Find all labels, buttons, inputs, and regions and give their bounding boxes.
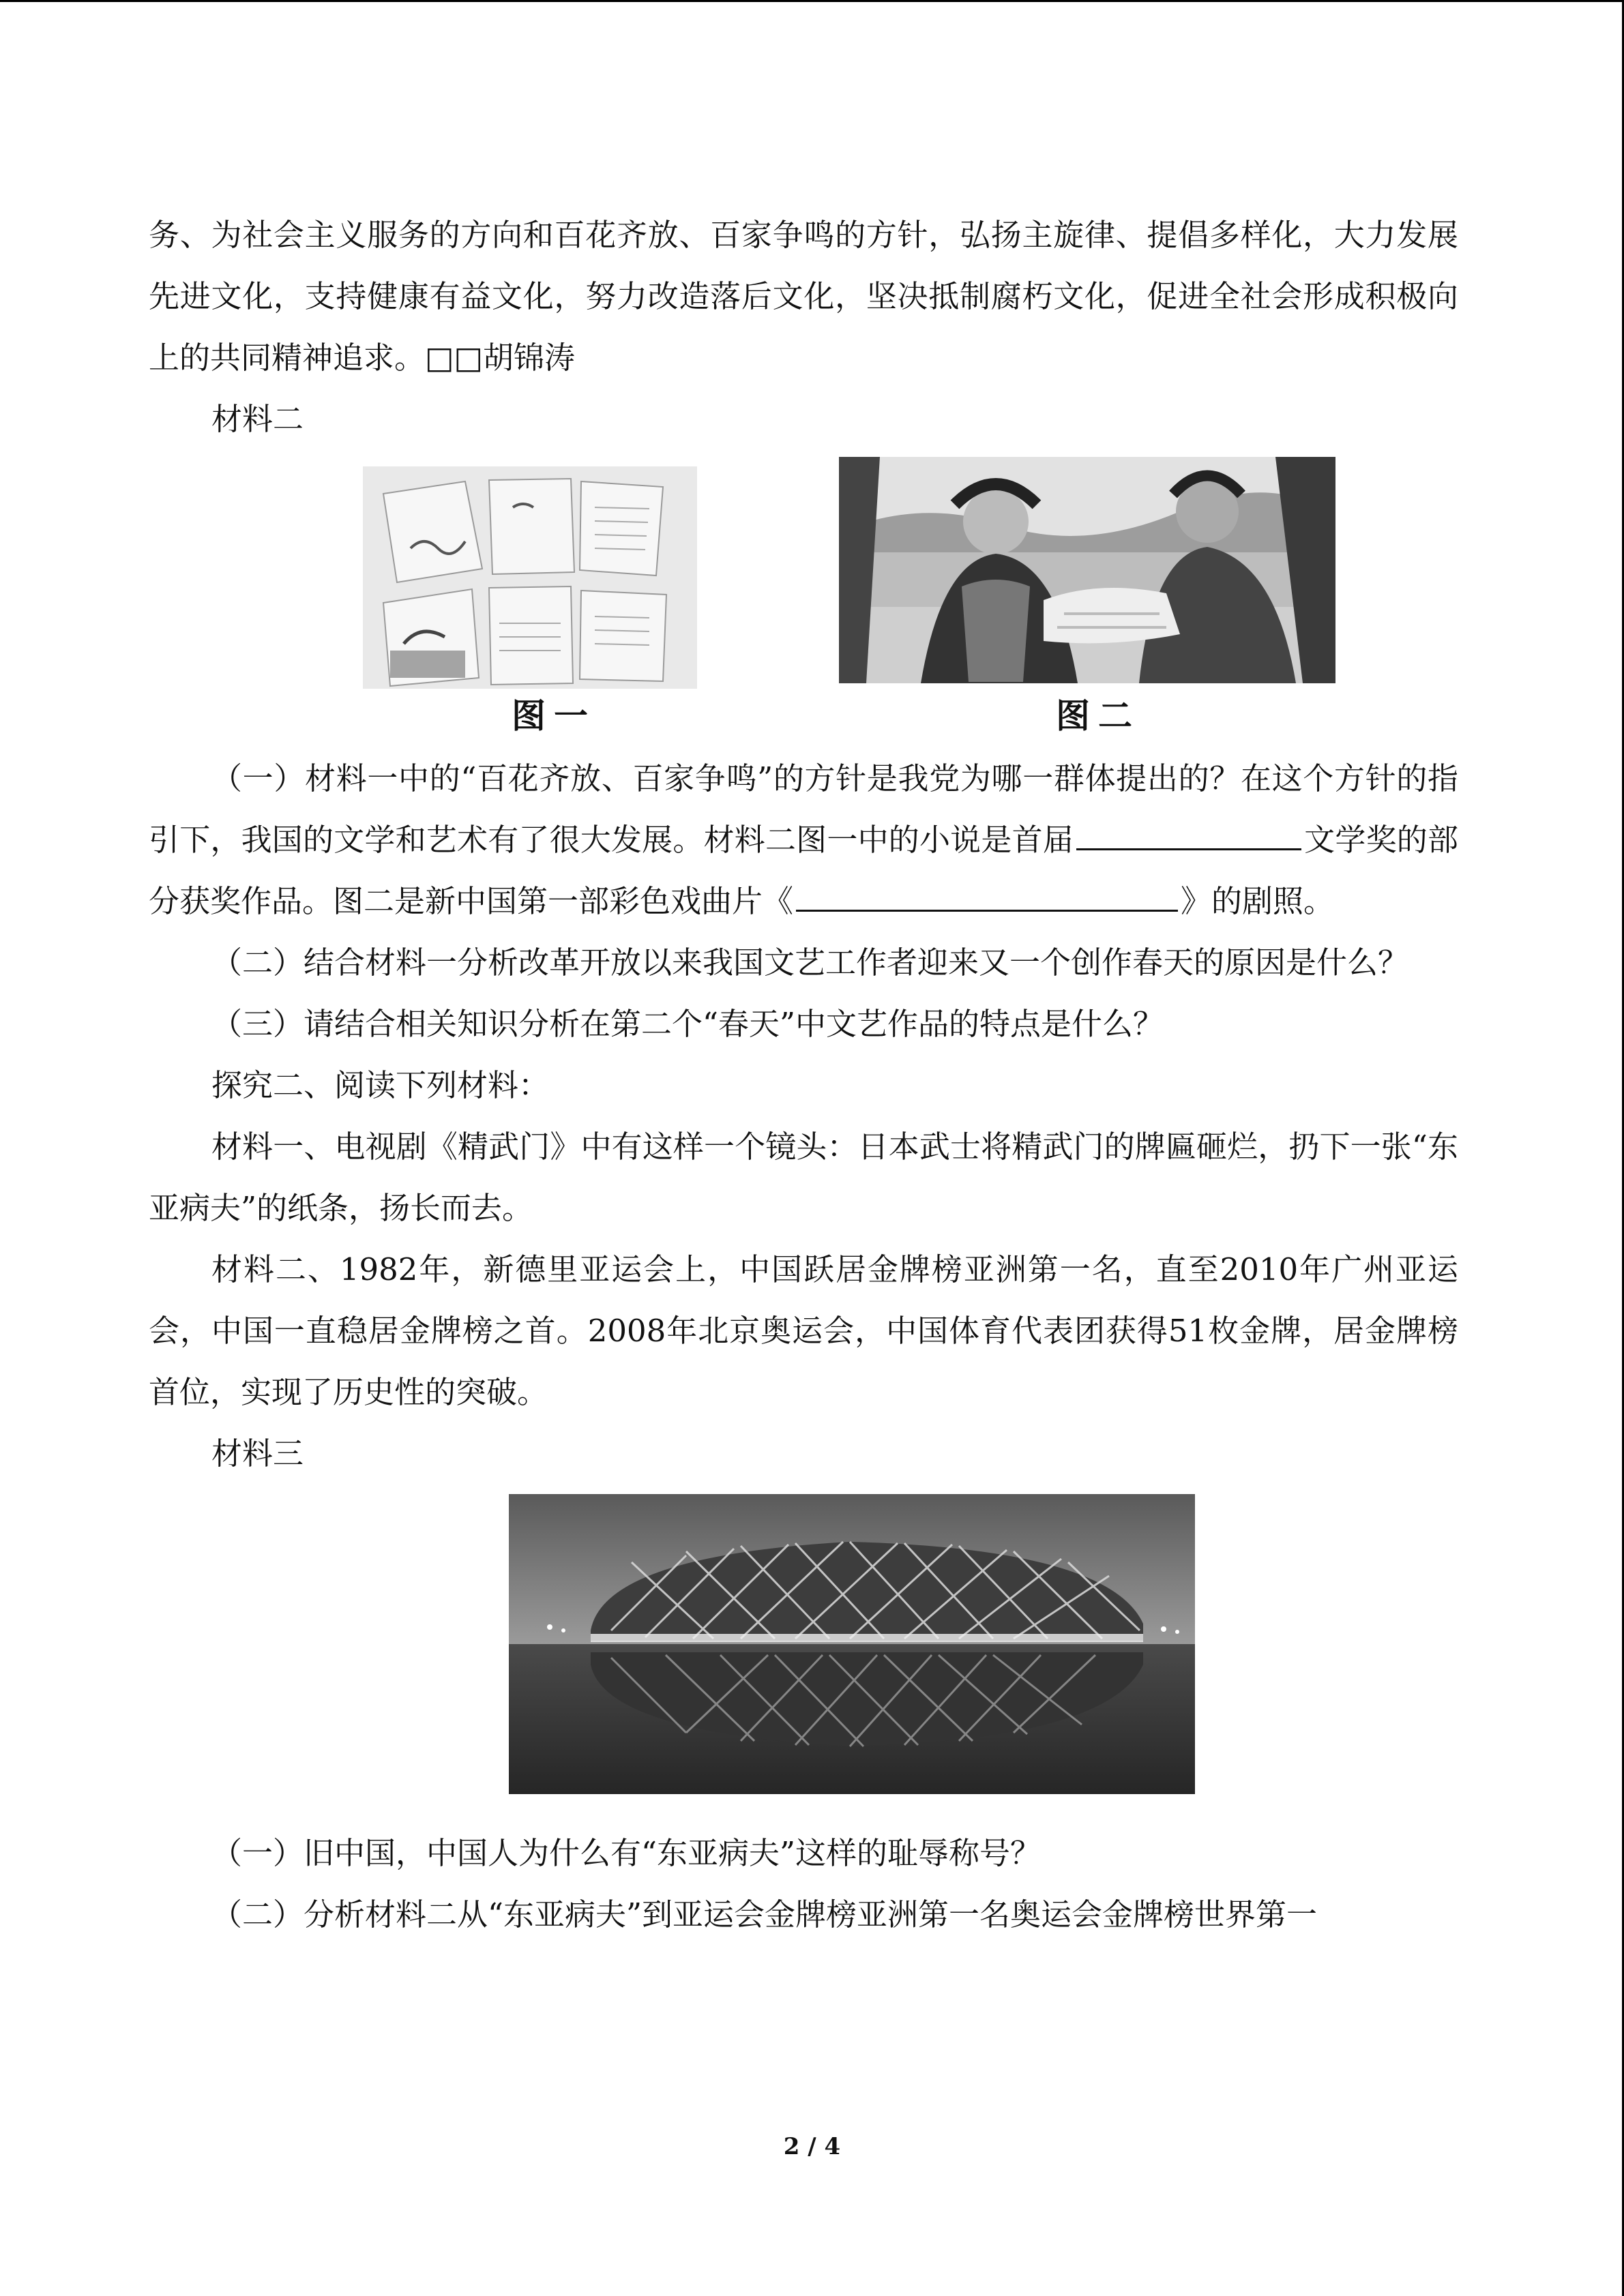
question-1-text-c: 》的剧照。	[1181, 883, 1335, 919]
material3-label: 材料三	[211, 1435, 304, 1472]
explore2-material2: 材料二、1982年，新德里亚运会上，中国跃居金牌榜亚洲第一名，直至2010年广州亚运会，中国一直稳居金牌榜之首。2008年北京奥运会，中国体育代表团获得51枚金牌，居金牌榜首位，实现了历史性的突破。	[149, 1251, 1458, 1410]
explore2-question-1: （一）旧中国，中国人为什么有“东亚病夫”这样的耻辱称号？	[211, 1835, 1042, 1871]
opera-film-still	[839, 457, 1335, 683]
document-page	[149, 205, 1458, 1945]
explore2-material1: 材料一、电视剧《精武门》中有这样一个镜头：日本武士将精武门的牌匾砸烂，扔下一张“东亚病夫”的纸条，扬长而去。	[149, 1129, 1458, 1226]
material3-figure	[149, 1494, 1458, 1809]
material2-figures	[149, 457, 1458, 740]
question-2: （二）结合材料一分析改革开放以来我国文艺工作者迎来又一个创作春天的原因是什么？	[211, 944, 1409, 981]
birds-nest-stadium-photo	[509, 1494, 1195, 1794]
material1-continuation: 务、为社会主义服务的方向和百花齐放、百家争鸣的方针，弘扬主旋律、提倡多样化，大力发展先进文化，支持健康有益文化，努力改造落后文化，坚决抵制腐朽文化，促进全社会形成积极向上的共同精神追求。□□胡锦涛	[149, 217, 1458, 376]
explore2-question-2: （二）分析材料二从“东亚病夫”到亚运会金牌榜亚洲第一名奥运会金牌榜世界第一	[211, 1896, 1318, 1933]
question-1-text-a: （一）材料一中的“百花齐放、百家争鸣”的方针是我党为哪一群体提出的？在这个方针的指引下，我国的文学和艺术有了很大发展。材料二图一中的小说是首届	[149, 760, 1458, 858]
page-number: 2 / 4	[783, 2133, 841, 2160]
explore2-title: 探究二、阅读下列材料：	[211, 1067, 550, 1103]
figure2-caption: 图二	[1056, 696, 1140, 736]
material2-label: 材料二	[211, 401, 304, 437]
question-3: （三）请结合相关知识分析在第二个“春天”中文艺作品的特点是什么？	[211, 1006, 1164, 1042]
answer-blank-award[interactable]	[1076, 821, 1301, 850]
question-1	[149, 748, 1458, 932]
answer-blank-film[interactable]	[796, 882, 1178, 912]
question-1-text-b: 文学奖的部分获奖作品。图二是新中国第一部彩色戏曲片《	[149, 822, 1458, 919]
novels-photo	[363, 466, 697, 689]
figure1-caption: 图一	[512, 696, 596, 736]
top-border	[0, 0, 1624, 2]
